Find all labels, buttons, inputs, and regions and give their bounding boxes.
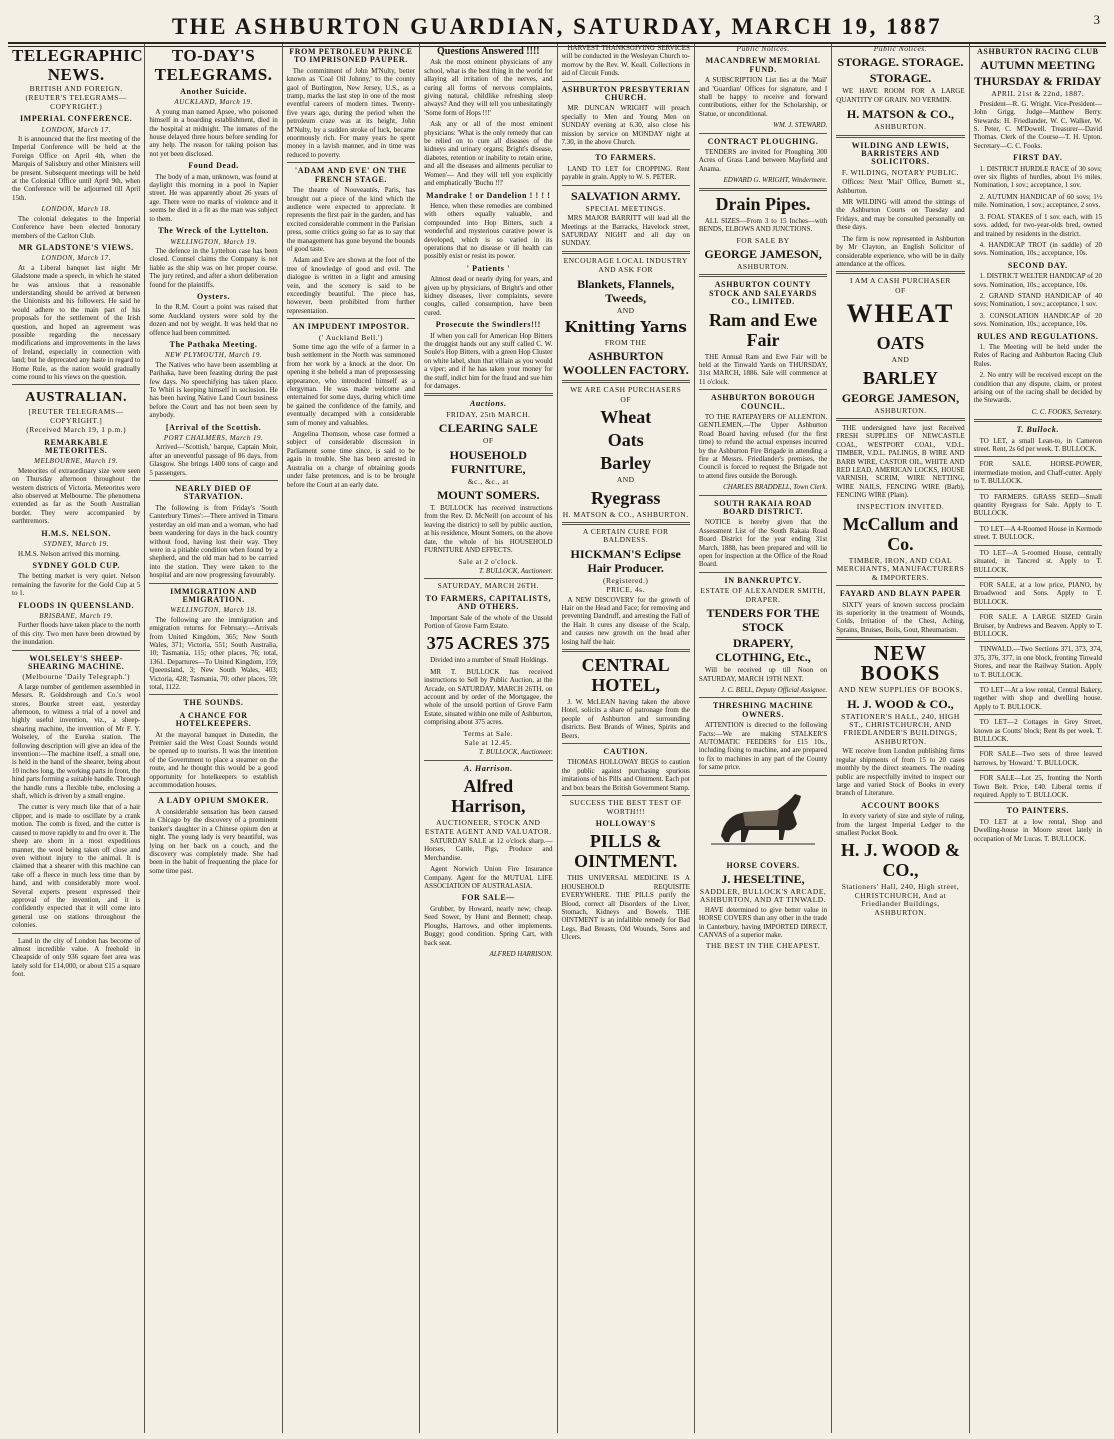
ad-title: Wheat: [600, 407, 652, 428]
ad-paragraph: Hence, when these remedies are combined with others equally valuable, and compounded into Hop Bitters, such a wonderful and mysterious curative power is developed, which is so varied in its operations that no disease or ill health can possibly exist or resist its power.: [424, 201, 553, 261]
dateline: PORT CHALMERS, March 19.: [163, 434, 264, 443]
ad-text: AND ASK FOR: [598, 265, 654, 275]
article-heading: Another Suicide.: [180, 87, 247, 96]
article-heading: [Arrival of the Scottish.: [165, 422, 262, 432]
section-heading-auctions: Auctions.: [469, 399, 507, 409]
article-paragraph: In the R.M. Court a point was raised that some Auckland oysters were sold by the dozen and not by weight. It was held that no offence had been committed.: [149, 303, 278, 337]
ad-title: CLEARING SALE: [438, 421, 538, 436]
section-title-telegraphic-news: TELEGRAPHIC NEWS.: [12, 46, 144, 84]
ad-heading: ASHBURTON BOROUGH COUNCIL.: [710, 393, 816, 411]
ad-paragraph: Almost dead or nearly dying for years, and given up by physicians, of Bright's and other kidney diseases, liver complaints, severe coughs, called consumption, have been cured.: [424, 275, 553, 317]
ad-paragraph: A SUBSCRIPTION List lies at the 'Mail' and 'Guardian' Offices for signature, and I shall be happy to receive and forward contributions, either for the Scholarship, or Statue, or unconditional.: [698, 76, 828, 118]
classified-ad: TO LET, a small Lean-to, in Cameron street. Rent, 2s 6d per week. T. BULLOCK.: [973, 436, 1102, 454]
classified-ad: FOR SALE. A LARGE SIZED Grain Bruiser, by Andrews and Beaven. Apply to T. BULLOCK.: [973, 613, 1102, 638]
article-paragraph: A considerable sensation has been caused in Chicago by the discovery of a prominent banker's daughter in a Chinese opium den at night. The young lady is very beautiful, was lying on her back on a couch, and the discovery was completely made. She had been in the habit of frequenting the place for some time past.: [149, 807, 278, 875]
ad-heading: HORSE COVERS.: [726, 860, 800, 870]
ad-text: &c., &c., at: [467, 476, 509, 486]
article-paragraph: The Natives who have been assembling at Parihaka, have been feasting during the past few days. No speechifying has taken place. Te Whiti is keeping himself in seclusion. He has been having Native Land Court business before the Court and has not been seen by anybody.: [149, 360, 278, 420]
masthead: [8, 6, 1106, 44]
ad-paragraph: Will be received up till Noon on SATURDAY, MARCH 19TH NEXT.: [698, 666, 828, 683]
article-paragraph: It is announced that the first meeting of the Imperial Conference will be held at the Foreign Office on April 4th, when the Marquis of Salisbury and other Ministers will be present. Subsequent meetings will be held at the Colonial Office until April 9th, when the Conference will be adjourned till April 15th.: [12, 135, 141, 202]
article-heading: IMMIGRATION AND EMIGRATION.: [170, 586, 257, 604]
ad-title: Ryegrass: [591, 487, 661, 508]
ad-paragraph: THIS UNIVERSAL MEDICINE IS A HOUSEHOLD REQUISITE EVERYWHERE. THE PILLS purify the Blood, correct all Disorders of the Liver, Stomach, Kidneys and Bowels. THE OINTMENT is an infallible remedy for Bad Legs, Bad Breasts, Old Wounds, Sores and Ulcers.: [561, 874, 690, 942]
article-paragraph: The betting market is very quiet. Nelson remaining the favorite for the Gold Cup at 5 to 1.: [12, 572, 141, 598]
ad-paragraph: 1. DISTRICT HURDLE RACE of 30 sovs; over six flights of hurdles, about 1½ miles. Nomination, 1 sov.; acceptance, 1 sov.: [973, 164, 1102, 190]
subhead: (Received March 19, 1 p.m.): [26, 425, 127, 435]
dateline: MELBOURNE, March 19.: [34, 457, 119, 466]
classified-ad: FOR SALE—Lot 25, fronting the North Town Belt. Price, £40. Liberal terms if required. Apply to T. BULLOCK.: [973, 774, 1102, 800]
ad-heading: FIRST DAY.: [1013, 153, 1063, 163]
ad-text: H. MATSON & CO., ASHBURTON.: [562, 509, 689, 519]
ad-title: GEORGE JAMESON,: [704, 246, 822, 261]
ad-paragraph: WE HAVE ROOM FOR A LARGE QUANTITY OF GRAIN. NO VERMIN.: [836, 87, 965, 104]
ad-text: PRICE, 4s.: [606, 585, 645, 595]
ad-paragraph: Ask the most eminent physicians of any school, what is the best thing in the world for allaying all irritation of the nerves, and curing all forms of nervous complaints, giving natural, childlike refreshing sleep always? And they will tell you unhesitatingly 'Some form of Hops !!!': [424, 58, 553, 117]
columns: [8, 44, 1106, 1433]
ad-title-pills-ointment: PILLS & OINTMENT.: [574, 831, 678, 872]
ad-paragraph: THOMAS HOLLOWAY BEGS to caution the public against purchasing spurious imitations of his Pills and Ointment. Each pot and box bears the British Government Stamp.: [561, 758, 690, 792]
ad-title: Blankets, Flannels, Tweeds,: [577, 276, 675, 305]
ad-text: INSPECTION INVITED.: [856, 501, 945, 511]
ad-text: AND: [891, 355, 910, 365]
ad-heading: Questions Answered !!!!: [437, 46, 540, 57]
article-heading: Found Dead.: [188, 161, 239, 171]
ad-paragraph: 2. AUTUMN HANDICAP of 60 sovs; 1½ mile. Nomination, 1 sov.; acceptance, 2 sovs.: [973, 192, 1102, 210]
ad-paragraph: J. W. McLEAN having taken the above Hotel, solicits a share of patronage from the people of Ashburton and surrounding districts. Best Brands of Wines, Spirits and Beers.: [561, 698, 690, 740]
ad-text: OF: [483, 436, 494, 446]
ad-heading: FAYARD AND BLAYN PAPER: [839, 589, 962, 599]
article-paragraph: At a Liberal banquet last night Mr Gladstone made a speech, in which he stated he was anxious that a reasonable understanding should be arrived at between the Unionists and his followers. He said he would adhere to the main part of his proposals for the settlement of the Irish question, and hoped an agreement was possible regarding the necessary modifications and improvements in the laws of Ireland, especially in connection with land; but he deprecated any haste in regard to Home Rule, as the nation would gradually come round to his views on the question.: [12, 263, 141, 381]
section-heading-public-notices: Public Notices.: [873, 44, 928, 53]
ad-text: F. WILDING, NOTARY PUBLIC.: [841, 167, 960, 177]
ad-paragraph: The firm is now represented in Ashburton by Mr Clayton, an English Solicitor of considerable experience, who will be in daily attendance at the offices.: [836, 234, 965, 268]
article-paragraph: Angelina Thomson, whose case formed a subject of considerable discussion in Parliament some time since, is said to be again in trouble. She has been arrested in Australia on a charge of obtaining goods under false pretences, and is to be brought before the Court at an early date.: [286, 430, 416, 489]
ad-title-storage: STORAGE. STORAGE.: [837, 55, 964, 70]
ad-paragraph: NOTICE is hereby given that the Assessment List of the South Rakaia Road Board District for the year ending 31st March, 1888, has been prepared and will lie open for inspection at the Office of the Road Board.: [698, 518, 828, 569]
ad-title-mccallum: McCallum and Co.: [842, 514, 959, 554]
ad-text: I AM A CASH PURCHASER: [849, 276, 951, 286]
ad-title-acres: 375 ACRES 375: [426, 633, 550, 654]
ad-title-wood: H. J. WOOD & CO.,: [840, 840, 961, 881]
ad-text: Sale at 12.45.: [464, 738, 513, 747]
ad-heading: Prosecute the Swindlers!!!: [435, 320, 541, 330]
ad-text: Terms at Sale.: [463, 728, 514, 738]
classified-ad: TO FARMERS. GRASS SEED—Small quantity Ryegrass for Sale. Apply to T. BULLOCK.: [973, 492, 1102, 518]
ad-title: Oats: [607, 430, 644, 451]
classified-ad: FOR SALE—Two sets of three leaved harrows, by 'Howard.' T. BULLOCK.: [973, 750, 1102, 767]
ad-paragraph: 3. CONSOLATION HANDICAP of 20 sovs. Nomination, 10s.; acceptance, 10s.: [973, 311, 1102, 329]
ad-paragraph: TO THE RATEPAYERS OF ALLENTON. GENTLEMEN,—The Upper Ashburton Road Board having refused (for the first time) to refund the actual expenses incurred by the Ashburton Fire Brigade in attending a fire at Messrs. Friedlander's premises, the Council is forced to request the Brigade not to attend fires outside the Borough.: [698, 412, 828, 480]
article-heading: 'ADAM AND EVE' ON THE FRENCH STAGE.: [294, 166, 407, 184]
masthead-title: THE ASHBURTON GUARDIAN, SATURDAY, MARCH 19, 1887: [171, 14, 943, 39]
dateline: WELLINGTON, March 19.: [170, 237, 257, 246]
article-paragraph: The following are the immigration and emigration returns for February:—Arrivals from United Kingdom, 365; New South Wales, 371; Victoria, 551; South Australia, 10; Tasmania, 115; other places, 76; total, 1361. Departures—To United Kingdom, 159; Queensland, 3; New South Wales, 403; Victoria, 428; Tasmania, 70; other places, 59; total, 1122.: [149, 615, 278, 691]
ad-paragraph: SATURDAY SALE at 12 o'clock sharp.—Horses, Cattle, Pigs, Produce and Merchandise.: [424, 837, 553, 862]
classified-ad: TO LET—2 Cottages in Grey Street, known as Coutts' block; Rent 8s per week. T. BULLOCK.: [973, 718, 1102, 743]
ad-signature: T. BULLOCK, Auctioneer.: [479, 566, 553, 575]
ad-paragraph: MR T. BULLOCK has received instructions to Sell by Public Auction, at the Arcade, on SATURDAY, MARCH 26TH, on account and by order of the Mortgagee, the whole of the unsold portion of Grove Farm Estate, situated within one mile of Ashburton, comprising about 375 acres.: [424, 667, 553, 727]
ad-title-salvation-army: SALVATION ARMY.: [571, 188, 681, 203]
ad-paragraph: TENDERS are invited for Ploughing 300 Acres of Grass Land between Mayfield and Anama.: [698, 148, 828, 173]
column-articles: [283, 44, 420, 1433]
ad-text: SADDLER, BULLOCK'S ARCADE, ASHBURTON, AND AT TINWALD.: [699, 886, 827, 905]
ad-paragraph: In every variety of size and style of ruling, from the largest Imperial Ledger to the smallest Pocket Book.: [836, 812, 965, 837]
ad-date: SATURDAY, MARCH 26TH.: [437, 581, 539, 591]
ad-signature: CHARLES BRADDELL, Town Clerk.: [723, 483, 828, 492]
ad-text: AUCTIONEER, STOCK AND ESTATE AGENT AND VALUATOR.: [424, 818, 552, 836]
article-heading: A LADY OPIUM SMOKER.: [158, 796, 269, 806]
ad-paragraph: MR WILDING will attend the sittings of the Ashburton Courts on Tuesday and Fridays, and may be consulted personally on these days.: [836, 198, 965, 232]
ad-text: STATIONER'S HALL, 240, HIGH ST., CHRISTCHURCH, AND FRIEDLANDER'S BUILDINGS, ASHBURTON.: [841, 711, 960, 746]
ad-title: H. J. WOOD & CO.,: [847, 696, 954, 711]
ad-paragraph: MR DUNCAN WRIGHT will preach specially to Men and Young Men on SUNDAY evening at 6.30, also close his mission by service on MONDAY night at 7.30, in the above Church.: [561, 104, 690, 147]
article-paragraph: Arrived—'Scottish,' barque, Captain Moir, after an uneventful passage of 86 days, from Glasgow. She brings 1400 tons of cargo and 5 passengers.: [149, 443, 278, 477]
column-public-notices-1: [695, 44, 832, 1433]
article-heading: A CHANCE FOR HOTELKEEPERS.: [175, 710, 252, 729]
horse-engraving-icon: [703, 780, 823, 858]
ad-paragraph: A NEW DISCOVERY for the growth of Hair on the Head and Face; for removing and preventing Dandruff, and arresting the Fall of the Hair. It cures any disease of the Scalp, and causes new growth on the head after losing half the hair.: [561, 595, 690, 646]
classified-ad: FOR SALE. HORSE-POWER, intermediate motion, and Chaff-cutter. Apply to T. BULLOCK.: [973, 460, 1102, 486]
article-paragraph: H.M.S. Nelson arrived this morning.: [18, 549, 121, 558]
dateline: WELLINGTON, March 18.: [170, 606, 257, 615]
ad-title: DRAPERY, CLOTHING, Etc.,: [715, 636, 811, 665]
subhead: [REUTER TELEGRAMS—COPYRIGHT.]: [28, 407, 124, 425]
ad-title-barley: BARLEY: [862, 367, 938, 388]
ad-paragraph: HAVE determined to give better value in HORSE COVERS than any other in the trade in Canterbury, having IMPORTED DIRECT, CANVAS of a superior make.: [698, 905, 828, 939]
ad-paragraph: Divided into a number of Small Holdings.: [430, 656, 549, 665]
ad-text: ASHBURTON.: [736, 261, 790, 271]
ad-text: ENCOURAGE LOCAL INDUSTRY: [563, 255, 688, 265]
ad-signature: C. C. FOOKS, Secretary.: [1031, 407, 1102, 416]
ad-title: MOUNT SOMERS.: [437, 488, 540, 503]
article-heading: SYDNEY GOLD CUP.: [32, 560, 120, 570]
subhead: (REUTER'S TELEGRAMS—COPYRIGHT.): [25, 93, 127, 111]
ad-title-ram-ewe-fair: Ram and Ewe Fair: [709, 309, 818, 350]
ad-text: Sale at 2 o'clock.: [458, 556, 519, 566]
dateline: BRISBANE, March 19.: [39, 611, 114, 620]
ad-title: Knitting Yarns: [564, 317, 687, 336]
subhead: (' Auckland Bell.'): [318, 332, 383, 342]
article-paragraph: Further floods have taken place to the north of this city. Two men have been drowned by the inundation.: [12, 621, 141, 647]
ad-text: SUCCESS THE BEST TEST OF WORTH!!!: [569, 798, 682, 816]
ad-signature: WM. J. STEWARD.: [773, 121, 828, 130]
article-heading: The Pathaka Meeting.: [169, 339, 258, 349]
ad-paragraph: HARVEST THANKSGIVING SERVICES will be conducted in the Wesleyan Church to-morrow by the Rev. W. Keall. Collections in aid of Circuit Funds.: [561, 44, 690, 78]
column-advertisements-1: [420, 44, 557, 1433]
dateline: AUCKLAND, March 19.: [174, 98, 253, 107]
article-heading: FLOODS IN QUEENSLAND.: [18, 600, 135, 610]
ad-paragraph: Grubber, by Howard, nearly new; cheap. Seed Sower, by Hunt and Bennett; cheap. Ploughs, Harrows, and other implements. Buggy; good condition. Spring Cart, with back seat.: [424, 904, 553, 947]
ad-text: TIMBER, IRON, AND COAL MERCHANTS, MANUFACTURERS & IMPORTERS.: [836, 556, 965, 582]
ad-signature: EDWARD G. WRIGHT, Windermere.: [723, 176, 828, 185]
ad-title: ASHBURTON WOOLLEN FACTORY.: [562, 349, 689, 378]
ad-title: HOUSEHOLD FURNITURE,: [449, 447, 527, 476]
ad-paragraph: THE Annual Ram and Ewe Fair will be held at the Tinwald Yards on THURSDAY, 31st MARCH, 1886. Sale will commence at 11 o'clock.: [698, 352, 828, 386]
ad-heading: SECOND DAY.: [1007, 260, 1068, 270]
classified-ad: TINWALD.—Two Sections 371, 373, 374, 375, 376, 377, in one block, fronting Tinwald Stores, and near the Railway Station. Apply to T. BULLOCK.: [973, 645, 1102, 679]
ad-paragraph: President—R. G. Wright. Vice-President—John Grigg. Judge—Matthew Berry. Stewards: H. Friedlander, W. C. Walker, W. S. Peter, C. M'Dowell. Treasurer—David Thomas. Clerk of the Course—T. H. Upton. Secretary—C. C. Fooks.: [973, 99, 1102, 150]
ad-title: HICKMAN'S Eclipse Hair Producer.: [570, 546, 681, 575]
article-paragraph: The body of a man, unknown, was found at daylight this morning in a pool in Napier street. He was apparently about 26 years of age. There were no marks of violence and it seems he died in a fit as the man was subject to them.: [149, 172, 278, 223]
ad-text: FROM THE: [604, 337, 647, 347]
ad-paragraph: THE undersigned have just Received FRESH SUPPLIES OF NEWCASTLE COAL, WESTPORT COAL, V.D.L. TIMBER, V.D.L. PALINGS, B WIRE AND BARB WIRE, CASTOR OIL, WHITE AND RED LEAD, AMERICAN LOCKS, HOUSE VARNISH, SCRIM, WIRE NETTING, WIRE NAILS, FENCING WIRE (Barb), FENCING WIRE (Plain).: [836, 423, 965, 500]
section-heading-bullock: T. Bullock.: [1016, 425, 1060, 435]
article-heading: THE SOUNDS.: [183, 698, 244, 708]
ad-title-central-hotel: CENTRAL HOTEL,: [581, 655, 670, 696]
classified-ad: TO LET—A 4-Roomed House in Kermode street. T. BULLOCK.: [973, 524, 1102, 542]
classified-ad: FOR SALE, at a low price, PIANO, by Broadwood and Sons. Apply to T. BULLOCK.: [973, 580, 1102, 606]
ad-title: J. HESELTINE,: [721, 871, 805, 886]
ad-heading: ASHBURTON PRESBYTERIAN CHURCH.: [561, 84, 690, 103]
ad-heading: WILDING AND LEWIS, BARRISTERS AND SOLICITORS.: [851, 140, 950, 167]
dateline: SYDNEY, March 19.: [43, 540, 109, 549]
classified-ad: TO LET—A 5-roomed House, centrally situated, in Tancred st. Apply to T. BULLOCK.: [973, 548, 1102, 574]
ad-paragraph: Offices: Next 'Mail' Office, Burnett st., Ashburton.: [836, 178, 965, 195]
article-paragraph: Land in the city of London has become of almost incredible value. A freehold in Cheapside of only 936 square feet area was lately sold for £14,000, or about £15 a square foot.: [12, 936, 141, 979]
ad-heading: ASHBURTON COUNTY STOCK AND SALEYARDS CO., LIMITED.: [709, 280, 817, 307]
ad-heading: ACCOUNT BOOKS: [861, 800, 940, 810]
ad-heading: SOUTH RAKAIA ROAD BOARD DISTRICT.: [714, 498, 812, 517]
section-heading-public-notices: Public Notices.: [736, 44, 790, 53]
ad-title: TENDERS FOR THE STOCK: [706, 606, 820, 635]
dateline: LONDON, March 17.: [41, 254, 111, 263]
ad-paragraph: 3. FOAL STAKES of 1 sov. each, with 15 sovs. added, for two-year-olds bred, owned and trained by residents in the district.: [973, 212, 1102, 238]
ad-heading: IN BANKRUPTCY.: [724, 575, 802, 585]
ad-text: A CERTAIN CURE FOR BALDNESS.: [582, 526, 669, 545]
article-heading: AN IMPUDENT IMPOSTOR.: [292, 322, 410, 332]
ad-paragraph: SIXTY years of known success proclaim its superiority in the treatment of Wounds, Colds, Irritation of the Chest, Aching, Sprains, Bruises, Boils, Gout, Rheumatism.: [836, 600, 965, 634]
ad-title-autumn-meeting: AUTUMN MEETING: [980, 58, 1096, 73]
ad-title-alfred-harrison: Alfred Harrison,: [451, 776, 526, 817]
ad-paragraph: LAND TO LET for CROPPING. Rent payable in grain. Apply to W. S. PETER.: [561, 164, 690, 182]
ad-paragraph: T. BULLOCK has received instructions from the Rev. D. McNeill (on account of his leaving the district) to sell by public auction, at his residence, Mount Somers, on the above date, the whole of his HOUSEHOLD FURNITURE AND EFFECTS.: [424, 504, 553, 555]
ad-text: OF: [620, 394, 631, 404]
ad-heading: TO FARMERS, CAPITALISTS, AND OTHERS.: [425, 593, 552, 612]
article-paragraph: Meteorites of extraordinary size were seen on Thursday afternoon throughout the western districts of Victoria. Meteorites were also observed at Melbourne. The phenomena extended as far as the South Australian border. They were accompanied by earthtremors.: [12, 466, 141, 526]
article-paragraph: Adam and Eve are shown at the foot of the tree of knowledge of good and evil. The dialogue is written in a light and amusing vein, and the scenery is said to be exceedingly beautiful. The piece has, however, been prohibited from further representation.: [286, 256, 416, 315]
ad-paragraph: Agent Norwich Union Fire Insurance Company. Agent for the MUTUAL LIFE ASSOCIATION OF AUSTRALASIA.: [424, 865, 553, 891]
ad-title-days: THURSDAY & FRIDAY: [974, 74, 1102, 89]
article-paragraph: A large number of gentlemen assembled in Messrs. R. Goldsbrough and Co.'s wool stores, Bourke street east, yesterday afternoon, to witness a trial of a novel and highly useful invention, viz., a sheep-shearing machine, the invention of Mr F. Y. Wolseley, of the Eureka station. The following description will give an idea of the invention:—The machine itself, a small one, is held in the hand of the shearer, being about 10 inches long, the working parts in front, the hind parts forming a suitable handle. Through the handle runs a flexible tube, enclosing a shaft, which is driven by a small engine.: [12, 682, 141, 801]
ad-title: H. MATSON & CO.,: [846, 107, 954, 122]
ad-text: Stationers' Hall, 240, High street, CHRISTCHURCH, And at Friedlander Buildings, ASHBURTON.: [841, 882, 960, 917]
ad-signature: T. BULLOCK, Auctioneer.: [479, 748, 553, 757]
ad-title: GEORGE JAMESON,: [841, 390, 960, 405]
ad-text: SPECIAL MEETINGS.: [585, 203, 666, 213]
ad-text: ESTATE OF ALEXANDER SMITH, DRAPER.: [700, 586, 826, 604]
article-paragraph: The theatre of Nouveautés, Paris, has brought out a piece of the kind which the audience were expected to appreciate. It represents the first pair in the garden, and has excited considerable comment in the Parisian press, some critics going so far as to say that the management has gone beyond the bounds of good taste.: [286, 186, 416, 253]
ad-paragraph: Ask any or all of the most eminent physicians: 'What is the only remedy that can be relied on to cure all diseases of the kidneys and urinary organs; Bright's disease, diabetes, retention or inability to retain urine, and all the diseases and ailments peculiar to Women'— And they will tell you explicitly and emphatically 'Buchu !!!': [424, 120, 553, 188]
article-paragraph: A young man named Apsee, who poisoned himself in a boarding establishment, died in the hospital at midnight. The inmates of the house delayed three hours before sending for any help. The reason for taking poison has not yet been disclosed.: [149, 107, 278, 158]
ad-text: (Registered.): [602, 575, 649, 585]
ad-heading: ASHBURTON RACING CLUB: [977, 47, 1099, 56]
subhead: (Melbourne 'Daily Telegraph.'): [22, 672, 130, 682]
column-racing-club: [970, 44, 1106, 1433]
ad-text: THE BEST IN THE CHEAPEST.: [705, 941, 821, 951]
ad-text: AND NEW SUPPLIES OF BOOKS.: [838, 685, 963, 695]
ad-heading: TO FARMERS.: [595, 153, 657, 163]
ad-title-new-books: NEW BOOKS: [860, 641, 941, 686]
ad-paragraph: 2. No entry will be received except on the condition that any dispute, claim, or protest arising out of the racing shall be decided by the Stewards.: [973, 371, 1102, 405]
article-paragraph: The colonial delegates to the Imperial Conference have been elected honorary members of the Carlton Club.: [12, 214, 141, 240]
ad-paragraph: ATTENTION is directed to the following Facts:—We are making STALKER'S AUTOMATIC FEEDERS for £15 10s., including fixing to machine, and are prepared to fix to machines in any part of the County for same price.: [698, 721, 828, 772]
ad-title-wheat: WHEAT: [846, 299, 955, 329]
dateline: LONDON, March 17.: [41, 125, 111, 134]
ad-title: Barley: [600, 453, 652, 474]
ad-paragraph: WE receive from London publishing firms regular shipments of from 15 to 20 cases monthly by the direct steamers. The reading public are respectfully invited to inspect our large and varied Stock of Books in every branch of Literature.: [836, 747, 965, 798]
article-heading: FROM PETROLEUM PRINCE TO IMPRISONED PAUPER.: [289, 47, 413, 65]
ad-title-drain-pipes: Drain Pipes.: [715, 193, 811, 214]
ad-signature: J. C. BELL, Deputy Official Assignee.: [721, 685, 828, 694]
article-heading: NEARLY DIED OF STARVATION.: [175, 484, 252, 502]
section-title-australian: AUSTRALIAN.: [25, 390, 127, 406]
article-heading: Oysters.: [197, 291, 231, 301]
ad-text: OF: [895, 285, 906, 295]
ad-heading: FOR SALE—: [461, 893, 515, 903]
ad-paragraph: 2. GRAND STAND HANDICAP of 40 sovs; Nomination, 1 sov.; acceptance, 1 sov.: [973, 291, 1102, 309]
ad-heading: Mandrake ! or Dandelion ! ! ! !: [426, 190, 551, 200]
dateline: LONDON, March 18.: [41, 205, 111, 214]
ad-text: ASHBURTON.: [874, 122, 927, 132]
page-number: 3: [1093, 12, 1100, 27]
ad-heading: MACANDREW MEMORIAL FUND.: [705, 56, 821, 74]
ad-paragraph: Important Sale of the whole of the Unsold Portion of Grove Farm Estate.: [424, 613, 553, 630]
ad-text: WE ARE CASH PURCHASERS: [570, 385, 682, 395]
article-paragraph: The following is from Friday's 'South Canterbury Times':—There arrived in Timaru yesterday an old man and a woman, who had been wandering for days in the back country without food, having lost their way. They were in a pitiable condition when found by a shepherd, and the old man had to be carried into the station. They were taken to the hospital and are now progressing favourably.: [149, 503, 278, 580]
subhead: BRITISH AND FOREIGN.: [29, 84, 123, 93]
ad-paragraph: If when you call for American Hop Bitters the druggist hands out any stuff called C. W. Soule's Hop Bitters, with a green Hop Cluster on white label, shun that villain as you would a viper; and if he has taken your money for the stuff, indict him for the fraud and sue him for damages.: [424, 331, 553, 391]
ad-paragraph: 1. DISTRICT WELTER HANDICAP of 20 sovs. Nomination, 10s.; acceptance, 10s.: [973, 272, 1102, 289]
ad-paragraph: 1. The Meeting will be held under the Rules of Racing and Ashburton Racing Club Rules.: [973, 342, 1102, 368]
ad-text: ASHBURTON.: [874, 405, 927, 415]
column-telegraphic-news: [8, 44, 145, 1433]
ad-paragraph: MRS MAJOR BARRITT will lead all the Meetings at the Barracks, Havelock street, SATURDAY NIGHT and all day on SUNDAY.: [561, 214, 690, 248]
article-heading: MR GLADSTONE'S VIEWS.: [18, 242, 134, 252]
article-heading: H.M.S. NELSON.: [41, 528, 111, 538]
ad-text: AND: [616, 305, 635, 315]
article-heading: WOLSELEY'S SHEEP-SHEARING MACHINE.: [27, 653, 125, 671]
ad-title-storage: STORAGE.: [869, 71, 932, 86]
column-advertisements-2: [558, 44, 695, 1433]
ad-text: AND: [616, 475, 635, 485]
ad-heading: THRESHING MACHINE OWNERS.: [712, 701, 814, 719]
column-todays-telegrams: [145, 44, 282, 1433]
article-paragraph: The commitment of John M'Nulty, better known as 'Coal Oil Johnny,' to the county gaol of Burlington, New Jersey, U.S., as a tramp, marks the last step in one of the most eventful careers of modern times. Twenty-five years ago, during the period when the petroleum craze was at its height, John M'Nulty, by a sudden stroke of luck, became enormously rich. For many years he spent money in a lavish manner, and in time was reduced to poverty.: [286, 66, 416, 159]
ad-paragraph: 4. HANDICAP TROT (in saddle) of 20 sovs. Nomination, 10s.; acceptance, 10s.: [973, 240, 1102, 258]
dateline: NEW PLYMOUTH, March 19.: [164, 351, 263, 360]
article-paragraph: Some time ago the wife of a farmer in a bush settlement in the North was summoned from her work by a knock at the door. On opening it she beheld a man of prepossessing appearance, who introduced himself as a clergyman. He was made welcome and entertained for some days, during which time he gained the confidence of the family, and eventually decamped with a considerable sum of money and valuables.: [286, 343, 416, 427]
article-heading: The Wreck of the Lyttelton.: [158, 226, 269, 236]
ad-signature: ALFRED HARRISON.: [489, 949, 553, 958]
section-title-todays-telegrams: TO-DAY'S TELEGRAMS.: [154, 46, 273, 84]
ad-heading: ' Patients ': [466, 263, 510, 273]
ad-heading: A. Harrison.: [463, 763, 513, 773]
article-heading: REMARKABLE METEORITES.: [44, 437, 109, 456]
article-heading: IMPERIAL CONFERENCE.: [19, 114, 133, 124]
ad-heading: HOLLOWAY'S: [595, 818, 656, 828]
ad-text: FOR SALE BY: [736, 235, 790, 245]
article-paragraph: The cutter is very much like that of a hair clipper, and is made to oscillate by a crank motion. The comb is fixed, and the cutter is caused to move rapidly to and fro over it. The sheep are shorn in a most expeditious manner, the wool being taken off close and even without injury to the animal. It is claimed that a shearer with this machine can take off a fleece in much less time than by hand, and with considerably more wool. Several experts present expressed their approval of the invention, and it is confidently expected that it will come into general use on stations throughout the colonies.: [12, 803, 141, 930]
article-paragraph: At the mayoral banquet in Dunedin, the Premier said the West Coast Sounds would be opened up to tourists. It was the intention of the Government to place a steamer on the route, and he thought this would be a good opportunity for hotelkeepers to establish accommodation houses.: [149, 730, 278, 790]
ad-text: APRIL 21st & 22nd, 1887.: [991, 89, 1085, 99]
ad-heading: CAUTION.: [603, 747, 648, 757]
ad-title-oats: OATS: [876, 333, 925, 354]
ad-date: FRIDAY, 25th MARCH.: [446, 409, 531, 419]
ad-heading: TO PAINTERS.: [1006, 806, 1070, 816]
column-public-notices-2: [832, 44, 969, 1433]
classified-ad: TO LET at a low rental, Shop and Dwelling-house in Moore street lately in occupation of Mr Lucas. T. BULLOCK.: [973, 817, 1102, 843]
ad-paragraph: ALL SIZES—From 3 to 15 Inches—with BENDS, ELBOWS AND JUNCTIONS.: [698, 216, 828, 234]
classified-ad: TO LET—At a low rental, Central Bakery, together with shop and dwelling house. Apply to T. BULLOCK.: [973, 685, 1102, 711]
ad-heading: CONTRACT PLOUGHING.: [707, 136, 819, 146]
ad-heading: RULES AND REGULATIONS.: [977, 331, 1099, 341]
article-paragraph: The defence in the Lyttelton case has been closed. Counsel claims the Company is not liable as the ship was on her proper course. The jury retired, and after a short deliberation found for the plaintiffs.: [149, 246, 278, 289]
